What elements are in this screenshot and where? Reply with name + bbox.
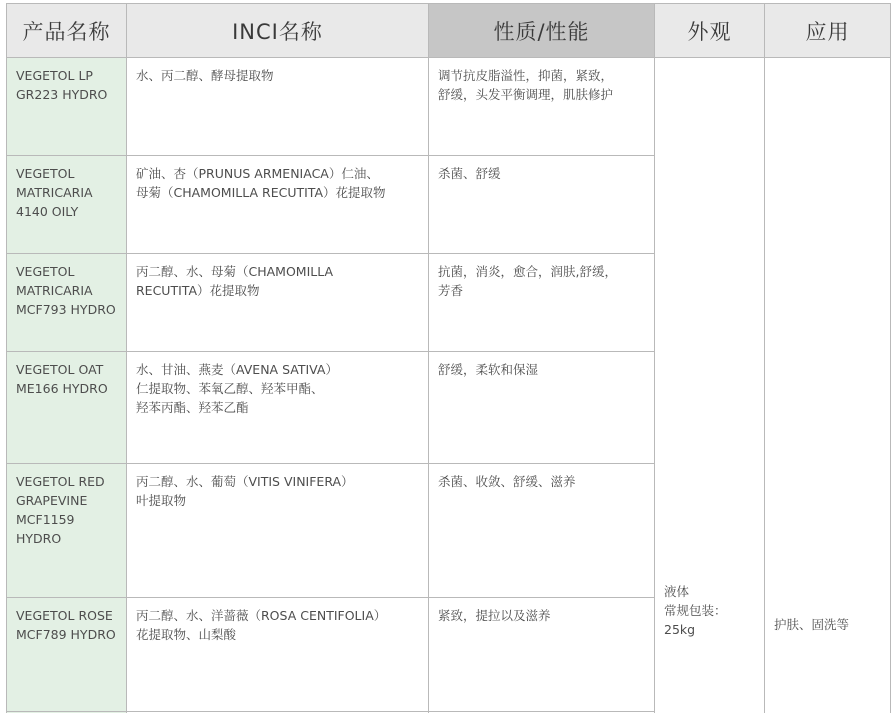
product-name-cell: VEGETOL OAT ME166 HYDRO (7, 352, 127, 464)
product-name-cell: VEGETOL RED GRAPEVINE MCF1159 HYDRO (7, 464, 127, 598)
inci-cell: 矿油、杏（PRUNUS ARMENIACA）仁油、 母菊（CHAMOMILLA RECUTITA）花提取物 (127, 156, 429, 254)
product-name-cell: VEGETOL ROSE MCF789 HYDRO (7, 598, 127, 712)
property-cell: 舒缓，柔软和保湿 (429, 352, 655, 464)
product-table (6, 3, 891, 713)
inci-cell: 丙二醇、水、葡萄（VITIS VINIFERA） 叶提取物 (127, 464, 429, 598)
application-cell: 护肤、固洗等 (765, 58, 891, 713)
inci-cell: 水、丙二醇、酵母提取物 (127, 58, 429, 156)
property-cell: 抗菌，消炎，愈合，润肤,舒缓， 芳香 (429, 254, 655, 352)
property-cell: 调节抗皮脂溢性，抑菌，紧致， 舒缓，头发平衡调理，肌肤修护 (429, 58, 655, 156)
inci-cell: 丙二醇、水、洋蔷薇（ROSA CENTIFOLIA） 花提取物、山梨酸 (127, 598, 429, 712)
property-cell: 紧致，提拉以及滋养 (429, 598, 655, 712)
inci-cell: 丙二醇、水、母菊（CHAMOMILLA RECUTITA）花提取物 (127, 254, 429, 352)
header-appearance: 外观 (655, 4, 765, 58)
property-cell: 杀菌、舒缓 (429, 156, 655, 254)
header-application: 应用 (765, 4, 891, 58)
appearance-cell: 液体 常规包装：25kg (655, 58, 765, 713)
header-property: 性质/性能 (429, 4, 655, 58)
inci-cell: 水、甘油、燕麦（AVENA SATIVA） 仁提取物、苯氧乙醇、羟苯甲酯、 羟苯丙酯、羟苯乙酯 (127, 352, 429, 464)
header-inci-name: INCI名称 (127, 4, 429, 58)
property-cell: 杀菌、收敛、舒缓、滋养 (429, 464, 655, 598)
table-row (7, 58, 891, 156)
product-name-cell: VEGETOL MATRICARIA 4140 OILY (7, 156, 127, 254)
product-name-cell: VEGETOL LP GR223 HYDRO (7, 58, 127, 156)
table-header-row (7, 4, 891, 58)
product-name-cell: VEGETOL MATRICARIA MCF793 HYDRO (7, 254, 127, 352)
header-product-name: 产品名称 (7, 4, 127, 58)
